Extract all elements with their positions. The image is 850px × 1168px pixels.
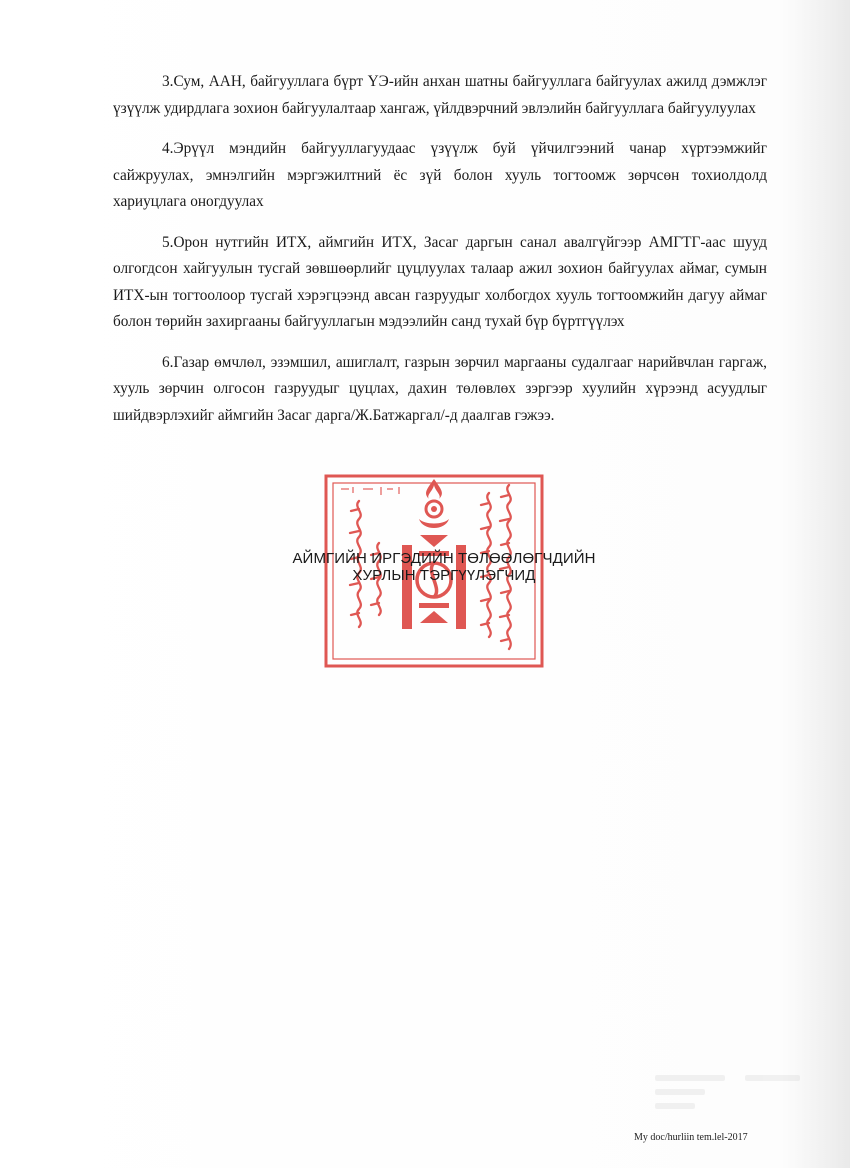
paragraph-6: 6.Газар өмчлөл, эзэмшил, ашиглалт, газрын зөрчил маргааны судалгааг нарийвчлан гаргаж, хууль зөрчин олгосон газруудыг цуцлах, дахин төлөвлөх зэргээр хуулийн хүрээнд асуудлыг шийдвэрлэхийг аймгийн Засаг дарга/Ж.Батжаргал/-д даалгав гэжээ. — [113, 353, 767, 424]
footer-filename: My doc/hurliin tem.lel-2017 — [634, 1132, 748, 1143]
paragraph-4: 4.Эрүүл мэндийн байгууллагуудаас үзүүлж буй үйчилгээний чанар хүртээмжийг сайжруулах, эмнэлгийн мэргэжилтний ёс зүй болон хууль тогтоомж зөрчсөн тохиолдолд хариуцлага оногдуулах — [113, 140, 767, 210]
signature-title-line-1: АЙМГИЙН ИРГЭДИЙН ТӨЛӨӨЛӨГЧДИЙН — [292, 550, 596, 567]
signature-block — [268, 550, 620, 584]
document-body — [113, 69, 767, 443]
signature-title-line-2: ХУРЛЫН ТЭРГҮҮЛЭГЧИД — [352, 567, 536, 584]
paragraph-5: 5.Орон нутгийн ИТХ, аймгийн ИТХ, Засаг даргын санал авалгүйгээр АМГТГ-аас шууд олгогдсон хайгуулын тусгай зөвшөөрлийг цуцлуулах талаар ажил зохион байгуулах аймаг, сумын ИТХ-ын тогтоолоор тусгай хэрэгцээнд авсан газруудыг холбогдох хууль тогтоомжийн дагуу аймаг болон төрийн захиргааны байгууллагын мэдээлийн санд тухай бүр бүртгүүлэх — [113, 233, 767, 330]
paragraph-3: 3.Сум, ААН, байгууллага бүрт ҮЭ-ийн анхан шатны байгууллага байгуулах ажилд дэмжлэг үзүүлж удирдлага зохион байгуулалтаар хангаж, үйлдвэрчний эвлэлийн байгууллага байгуулуулах — [113, 73, 767, 117]
bleed-through-marks — [655, 1075, 805, 1125]
